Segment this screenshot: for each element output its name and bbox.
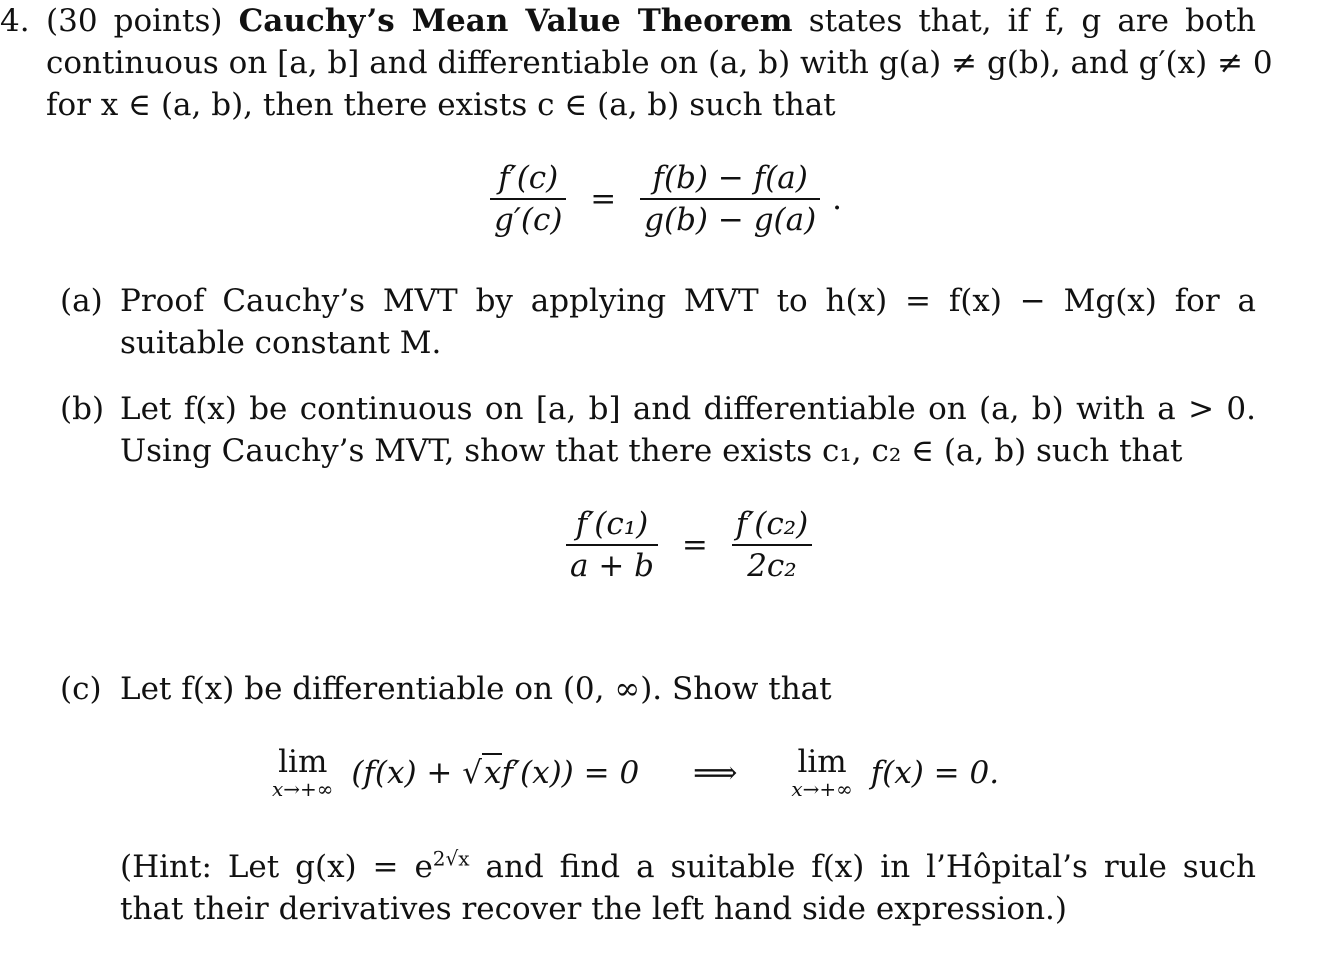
part-a-label: (a)	[60, 283, 103, 319]
hint-line2: that their derivatives recover the left hand side expression.)	[120, 891, 1067, 927]
lhs-fraction	[490, 158, 566, 240]
problem-intro-line3: for x ∈ (a, b), then there exists c ∈ (a, b) such that	[46, 87, 836, 123]
part-b-equals-sign: =	[681, 527, 708, 563]
part-c-line1: Let f(x) be differentiable on (0, ∞). Show that	[120, 671, 832, 707]
limit-left-sub: x→+∞	[272, 777, 334, 801]
sqrt-radical-icon: √	[462, 755, 483, 791]
part-b-lhs-fraction	[566, 504, 658, 586]
rhs-fraction	[640, 158, 820, 240]
points-label: (30 points)	[46, 3, 223, 39]
rhs-numerator: f(b) − f(a)	[652, 160, 808, 196]
limit-right-expression: f(x) = 0.	[870, 755, 1000, 791]
hint-text-b: and find a suitable f(x) in l’Hôpital’s rule such	[469, 849, 1256, 885]
limit-right-word: lim	[797, 744, 847, 780]
part-b-lhs-numerator: f′(c₁)	[575, 506, 649, 542]
part-b-lhs-denominator: a + b	[566, 544, 658, 586]
sqrt-radicand: x	[484, 755, 502, 791]
part-a-line2: suitable constant M.	[120, 325, 442, 361]
intro-line1-rest: states that, if f, g are both	[808, 3, 1257, 39]
part-b-label: (b)	[60, 391, 105, 427]
lhs-numerator: f′(c)	[498, 160, 559, 196]
limit-left-word: lim	[278, 744, 328, 780]
limit-left	[272, 746, 333, 800]
part-b-line2: Using Cauchy’s MVT, show that there exists c₁, c₂ ∈ (a, b) such that	[120, 433, 1183, 469]
limit-right-sub: x→+∞	[791, 777, 853, 801]
part-b-equation	[566, 504, 812, 586]
limit-left-expression	[351, 753, 639, 791]
part-a-line1: Proof Cauchy’s MVT by applying MVT to h(x) = f(x) − Mg(x) for a	[120, 283, 1256, 319]
hint-line1	[120, 846, 1256, 888]
part-c-limit-equation	[272, 746, 999, 800]
cauchy-mvt-equation	[490, 158, 842, 240]
part-b-rhs-numerator: f′(c₂)	[735, 506, 809, 542]
part-c-label: (c)	[60, 671, 102, 707]
equals-sign: =	[590, 181, 617, 217]
problem-intro-line2: continuous on [a, b] and differentiable on (a, b) with g(a) ≠ g(b), and g′(x) ≠ 0	[46, 45, 1273, 81]
period: .	[832, 181, 842, 217]
part-b-rhs-fraction	[732, 504, 813, 586]
implies-arrow: ⟹	[693, 755, 738, 791]
lhs-open: (f(x) +	[351, 755, 463, 791]
lhs-denominator: g′(c)	[490, 198, 566, 240]
hint-exponent: 2√x	[432, 846, 470, 871]
limit-right	[791, 746, 852, 800]
hint-text-a: (Hint: Let g(x) = e	[120, 849, 433, 885]
lhs-close: f′(x)) = 0	[501, 755, 640, 791]
theorem-name: Cauchy’s Mean Value Theorem	[238, 3, 793, 39]
problem-intro-line1	[46, 0, 1256, 42]
rhs-denominator: g(b) − g(a)	[640, 198, 820, 240]
part-b-rhs-denominator: 2c₂	[732, 544, 813, 586]
problem-number: 4.	[0, 3, 30, 39]
part-b-line1: Let f(x) be continuous on [a, b] and differentiable on (a, b) with a > 0.	[120, 391, 1256, 427]
